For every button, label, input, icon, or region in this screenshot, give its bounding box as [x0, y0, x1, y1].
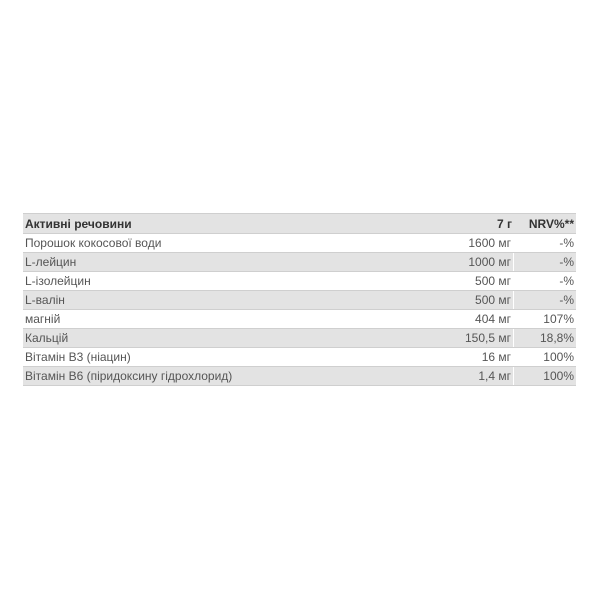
row-nrv: -% — [513, 234, 576, 252]
row-name: Кальцій — [25, 331, 69, 345]
row-name: Порошок кокосової води — [25, 236, 162, 250]
row-name: L-лейцин — [25, 255, 77, 269]
row-nrv: -% — [513, 253, 576, 271]
table-row — [23, 329, 576, 348]
header-amount: 7 г — [496, 216, 512, 231]
row-amount: 1000 мг — [468, 255, 511, 269]
row-amount: 500 мг — [475, 274, 511, 288]
row-nrv: -% — [513, 291, 576, 309]
row-name: Вітамін B3 (ніацин) — [25, 350, 131, 364]
table-row — [23, 253, 576, 272]
row-amount: 1600 мг — [468, 236, 511, 250]
table-row — [23, 234, 576, 253]
row-amount: 150,5 мг — [465, 331, 511, 345]
header-nrv: NRV%** — [528, 216, 574, 231]
nutrition-table — [23, 213, 576, 386]
row-name: Вітамін B6 (піридоксину гідрохлорид) — [25, 369, 233, 383]
row-amount: 1,4 мг — [478, 369, 511, 383]
row-nrv: 100% — [513, 348, 576, 366]
row-nrv: 100% — [513, 367, 576, 385]
table-row — [23, 367, 576, 386]
table-header-row — [23, 214, 576, 234]
row-name: магній — [25, 312, 61, 326]
row-nrv: -% — [513, 272, 576, 290]
table-row — [23, 272, 576, 291]
row-name: L-ізолейцин — [25, 274, 91, 288]
table-row — [23, 310, 576, 329]
row-name: L-валін — [25, 293, 65, 307]
row-nrv: 18,8% — [513, 329, 576, 347]
row-nrv: 107% — [513, 310, 576, 328]
table-row — [23, 348, 576, 367]
header-name: Активні речовини — [25, 216, 132, 231]
table-row — [23, 291, 576, 310]
row-amount: 500 мг — [475, 293, 511, 307]
row-amount: 404 мг — [475, 312, 511, 326]
row-amount: 16 мг — [481, 350, 511, 364]
